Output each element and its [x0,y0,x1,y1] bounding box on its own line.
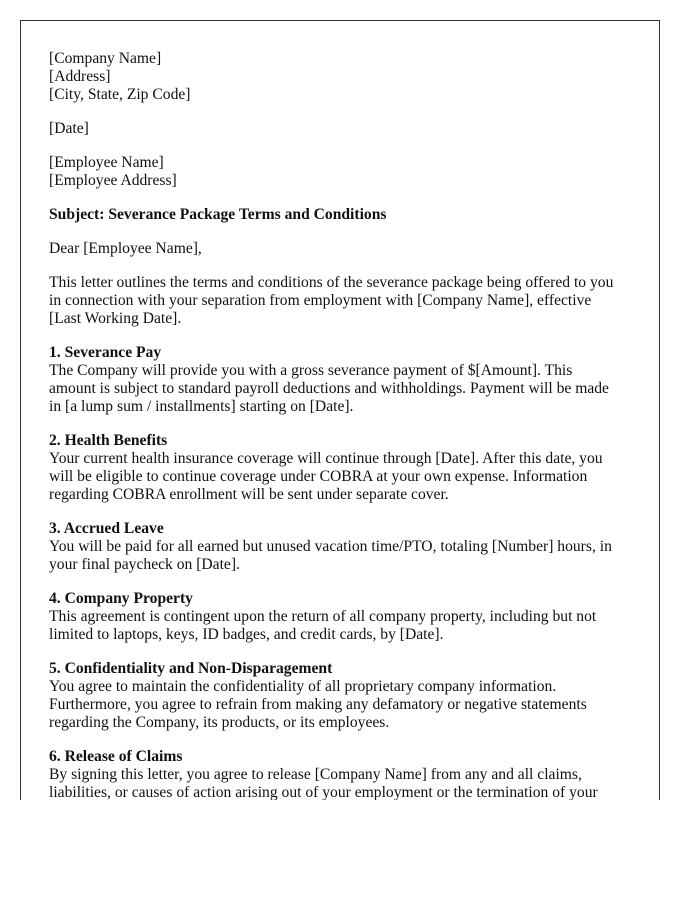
section-line: You agree to maintain the confidentiality of all proprietary company information. [49,678,557,695]
sender-address-block [49,50,629,104]
section-line: Your current health insurance coverage will continue through [Date]. After this date, you [49,450,603,467]
intro-line: This letter outlines the terms and conditions of the severance package being offered to you [49,274,614,291]
section-line: liabilities, or causes of action arising out of your employment or the termination of your [49,784,598,800]
section-title: 1. Severance Pay [49,344,162,361]
intro-line: [Last Working Date]. [49,310,182,327]
letter-date: [Date] [49,120,89,137]
section-line: By signing this letter, you agree to release [Company Name] from any and all claims, [49,766,582,783]
section-title: 5. Confidentiality and Non-Disparagement [49,660,333,677]
sender-city-state-zip: [City, State, Zip Code] [49,86,191,103]
section-line: your final paycheck on [Date]. [49,556,240,573]
section-line: Furthermore, you agree to refrain from making any defamatory or negative statements [49,696,587,713]
section-health-benefits [49,432,629,504]
section-company-property [49,590,629,644]
section-title: 6. Release of Claims [49,748,183,765]
section-line: will be eligible to continue coverage under COBRA at your own expense. Information [49,468,588,485]
subject-text: Subject: Severance Package Terms and Conditions [49,206,387,223]
intro-paragraph [49,274,629,328]
recipient-address-block [49,154,629,190]
section-title: 2. Health Benefits [49,432,168,449]
salutation [49,240,629,258]
letter-page [20,20,660,800]
section-line: The Company will provide you with a gross severance payment of $[Amount]. This [49,362,573,379]
section-line: in [a lump sum / installments] starting on [Date]. [49,398,354,415]
section-release-of-claims [49,748,629,800]
section-line: regarding COBRA enrollment will be sent under separate cover. [49,486,449,503]
section-title: 3. Accrued Leave [49,520,164,537]
salutation-text: Dear [Employee Name], [49,240,202,257]
section-line: This agreement is contingent upon the return of all company property, including but not [49,608,597,625]
subject-line [49,206,629,224]
sender-company-name: [Company Name] [49,50,162,67]
recipient-address: [Employee Address] [49,172,177,189]
sender-address: [Address] [49,68,111,85]
section-severance-pay [49,344,629,416]
section-line: regarding the Company, its products, or its employees. [49,714,390,731]
recipient-name: [Employee Name] [49,154,164,171]
section-line: amount is subject to standard payroll deductions and withholdings. Payment will be made [49,380,609,397]
intro-line: in connection with your separation from employment with [Company Name], effective [49,292,592,309]
section-line: limited to laptops, keys, ID badges, and credit cards, by [Date]. [49,626,444,643]
section-accrued-leave [49,520,629,574]
section-confidentiality [49,660,629,732]
date-block [49,120,629,138]
section-title: 4. Company Property [49,590,193,607]
section-line: You will be paid for all earned but unused vacation time/PTO, totaling [Number] hours, in [49,538,612,555]
